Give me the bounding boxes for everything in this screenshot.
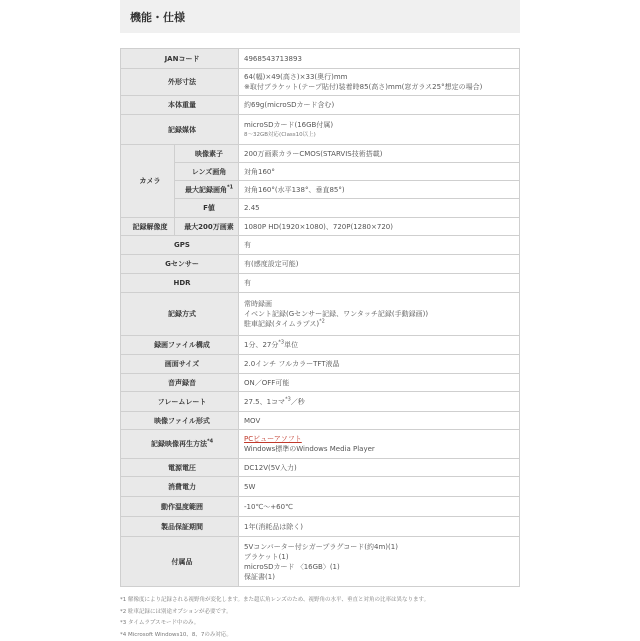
row-value: 有: [239, 236, 520, 255]
page-title: 機能・仕様: [130, 9, 185, 25]
table-row: [121, 163, 520, 181]
row-value: 有: [239, 274, 520, 293]
table-row: [121, 412, 520, 430]
row-value: 約69g(microSDカード含む): [239, 96, 520, 115]
table-row: [121, 69, 520, 96]
row-value: [239, 69, 520, 96]
row-label: 本体重量: [121, 96, 239, 115]
table-row: [121, 374, 520, 392]
list-item: ブラケット(1): [244, 552, 519, 562]
table-row: [121, 49, 520, 69]
list-item: microSDカード 〈16GB〉(1): [244, 562, 519, 572]
value-text: 1分、27分: [244, 341, 278, 349]
table-row: [121, 199, 520, 218]
camera-group-label: カメラ: [121, 145, 175, 218]
footnote-mark: *1: [227, 184, 233, 190]
row-label: 電源電圧: [121, 459, 239, 477]
row-label: 映像ファイル形式: [121, 412, 239, 430]
row-value: [239, 336, 520, 355]
row-value: [239, 430, 520, 459]
row-label: 記録方式: [121, 293, 239, 336]
table-row: [121, 497, 520, 517]
table-row: [121, 430, 520, 459]
row-value: MOV: [239, 412, 520, 430]
row-value: 5W: [239, 477, 520, 497]
table-row: [121, 537, 520, 587]
value-line: 常時録画: [244, 299, 519, 309]
row-value: 対角160°: [239, 163, 520, 181]
row-label: 製品保証期間: [121, 517, 239, 537]
pc-viewer-link[interactable]: PCビューアソフト: [244, 435, 302, 443]
row-sublabel: 最大200万画素: [175, 218, 239, 236]
value-line: Windows標準のWindows Media Player: [244, 444, 519, 454]
row-sublabel: 映像素子: [175, 145, 239, 163]
footnotes: [120, 595, 520, 641]
value-line: 64(幅)×49(高さ)×33(奥行)mm: [244, 72, 519, 82]
row-value: 1年(消耗品は除く): [239, 517, 520, 537]
table-row: [121, 459, 520, 477]
value-line: イベント記録(Gセンサー記録、ワンタッチ記録(手動録画)): [244, 309, 519, 319]
row-label: 外形寸法: [121, 69, 239, 96]
row-label: GPS: [121, 236, 239, 255]
row-value: [239, 115, 520, 145]
row-sublabel: レンズ画角: [175, 163, 239, 181]
row-value: DC12V(5V入力): [239, 459, 520, 477]
table-row: [121, 218, 520, 236]
value-line: [244, 319, 519, 329]
footnote: *3 タイムラプスモード中のみ。: [120, 618, 520, 630]
row-label: [121, 430, 239, 459]
footnote: *1 解像度により記録される視野角が変化します。また超広角レンズのため、視野角の水平、垂直と対角の比率は異なります。: [120, 595, 520, 607]
row-label: フレームレート: [121, 392, 239, 412]
row-label: 動作温度範囲: [121, 497, 239, 517]
table-row: [121, 236, 520, 255]
row-label: HDR: [121, 274, 239, 293]
row-value: [239, 392, 520, 412]
table-row: [121, 477, 520, 497]
row-label: 記録媒体: [121, 115, 239, 145]
row-label: 画面サイズ: [121, 355, 239, 374]
table-row: [121, 181, 520, 199]
list-item: 5Vコンバーター付シガープラグコード(約4m)(1): [244, 542, 519, 552]
row-label: 録画ファイル構成: [121, 336, 239, 355]
footnote-mark: *3: [285, 396, 291, 402]
row-label: 付属品: [121, 537, 239, 587]
value-note: 8～32GB対応(Class10以上): [244, 130, 519, 140]
footnote: *2 駐車記録には別途オプションが必要です。: [120, 607, 520, 619]
row-label: 消費電力: [121, 477, 239, 497]
value-text: ／秒: [291, 398, 305, 406]
row-sublabel: F値: [175, 199, 239, 218]
footnote: *4 Microsoft Windows10、8、7のみ対応。: [120, 630, 520, 641]
row-value: 2.45: [239, 199, 520, 218]
value-line: microSDカード(16GB付属): [244, 120, 519, 130]
table-row: [121, 293, 520, 336]
table-row: [121, 392, 520, 412]
value-text: 27.5、1コマ: [244, 398, 285, 406]
table-row: [121, 115, 520, 145]
row-value: 対角160°(水平138°、垂直85°): [239, 181, 520, 199]
table-row: [121, 274, 520, 293]
footnote-mark: *2: [319, 319, 325, 325]
table-row: [121, 336, 520, 355]
row-value: 1080P HD(1920×1080)、720P(1280×720): [239, 218, 520, 236]
value-text: 駐車記録(タイムラプス): [244, 320, 319, 328]
row-value: 4968543713893: [239, 49, 520, 69]
label-text: 記録映像再生方法: [151, 440, 207, 448]
table-row: [121, 96, 520, 115]
row-label: JANコード: [121, 49, 239, 69]
table-row: [121, 255, 520, 274]
list-item: 保証書(1): [244, 572, 519, 582]
label-text: 最大記録画角: [185, 186, 227, 194]
footnote-mark: *4: [207, 439, 213, 445]
row-value: [239, 537, 520, 587]
value-text: 単位: [284, 341, 298, 349]
value-line: ※取付ブラケット(テープ貼付)装着時85(高さ)mm(窓ガラス25°想定の場合): [244, 82, 519, 92]
table-row: [121, 355, 520, 374]
row-value: 200万画素カラーCMOS(STARVIS技術搭載): [239, 145, 520, 163]
row-value: [239, 293, 520, 336]
row-label: 音声録音: [121, 374, 239, 392]
row-value: 2.0インチ フルカラーTFT液晶: [239, 355, 520, 374]
row-sublabel: [175, 181, 239, 199]
row-label: Gセンサー: [121, 255, 239, 274]
table-row: [121, 145, 520, 163]
row-value: -10℃～+60℃: [239, 497, 520, 517]
footnote-mark: *3: [278, 340, 284, 346]
row-value: 有(感度設定可能): [239, 255, 520, 274]
section-header: [120, 0, 520, 33]
row-value: ON／OFF可能: [239, 374, 520, 392]
table-row: [121, 517, 520, 537]
row-label: 記録解像度: [121, 218, 175, 236]
spec-table: [120, 48, 520, 587]
